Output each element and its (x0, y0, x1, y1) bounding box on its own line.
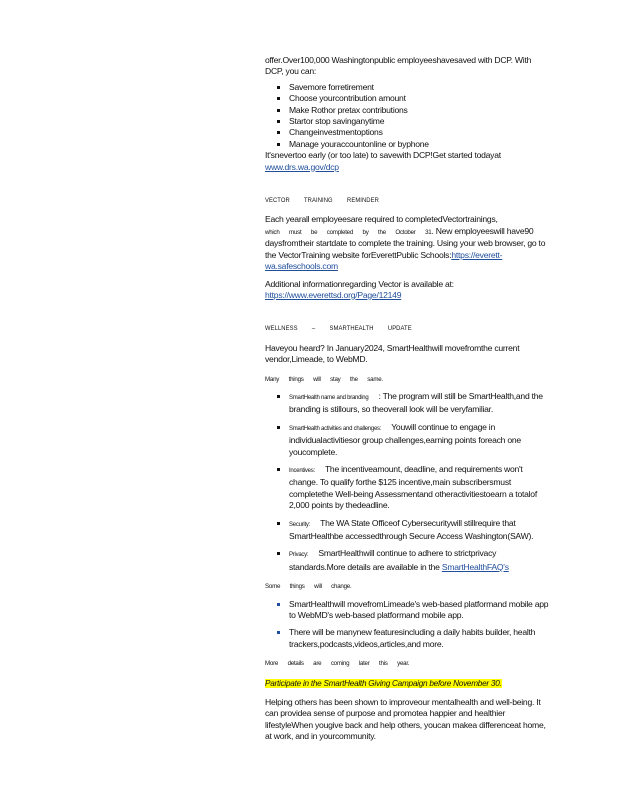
list-item: Manage youraccountonline or byphone (289, 139, 550, 150)
stay-same-list (265, 391, 550, 573)
item-text: SmartHealthwill continue to adhere to strictprivacy standards.More details are available in the (289, 548, 497, 572)
vector-body-prefix: Each yearall employeesare required to completedVectortrainings, (265, 214, 498, 225)
list-item: Startor stop savinganytime (289, 116, 550, 127)
list-item: There will be manynew featuresincluding a daily habits builder, health trackers,podcasts,videos,articles,and more. (289, 627, 550, 650)
vector-heading: VECTOR TRAINING REMINDER (265, 197, 379, 205)
list-item: SmartHealthwill movefromLimeade's web-based platformand mobile app to WebMD's web-based platformand mobile app. (289, 598, 549, 621)
item-text: The incentiveamount, deadline, and requirements won't change. To qualify forthe $125 incentive,main subscribersmust completethe Well-being Assessmentand otheractivitiestoearn a totalof 2,000 points by thedeadline. (289, 463, 537, 511)
campaign-callout (265, 678, 550, 689)
item-label: SmartHealth activities and challenges: (289, 425, 382, 432)
item-label: Incentives: (289, 467, 315, 474)
item-text: The WA State Officeof Cybersecuritywill stillrequire that SmartHealthbe accessedthrough Secure Access Washington(SAW). (289, 517, 534, 541)
list-item (289, 391, 550, 416)
dcp-link[interactable]: www.drs.wa.gov/dcp (265, 161, 339, 172)
more-details-label: More details are coming later this year. (265, 660, 410, 668)
item-text: Youwill continue to engage in individualactivitiesor group challenges,earning points foreach one youcomplete. (289, 421, 521, 457)
item-label: SmartHealth name and branding (289, 394, 369, 401)
list-item: Changeinvestmentoptions (289, 127, 550, 138)
list-item: Savemore forretirement (289, 82, 550, 93)
vector-info-link[interactable]: https://www.everettsd.org/Page/12149 (265, 289, 402, 300)
list-item: Make Rothor pretax contributions (289, 105, 550, 116)
item-label: Privacy: (289, 552, 309, 559)
list-item (289, 422, 550, 458)
vector-info-text: Additional informationregarding Vector is available at: (265, 278, 454, 289)
wellness-heading: WELLNESS – SMARTHEALTH UPDATE (265, 325, 412, 333)
dcp-benefits-list (265, 82, 550, 150)
vector-training-link[interactable]: https://everett-wa.safeschools.com (265, 249, 503, 272)
list-item (289, 518, 550, 543)
item-label: Security: (289, 521, 311, 528)
vector-deadline: which must be completed by the October 31 (265, 228, 432, 236)
smarthealth-faq-link[interactable]: SmartHealthFAQ's (441, 561, 509, 572)
wellness-closing: Helping others has been shown to improveour mentalhealth and well-being. It can providea sense of purpose and promotea happier and healthier lifestyleWhen yougive back and help others, youcan makea differenceat home, at work, and in yourcommunity. (265, 697, 546, 742)
list-item (289, 464, 550, 512)
stay-same-label: Many things will stay the same. (265, 375, 383, 383)
vector-body-rest: . New employeeswill have90 daysfromtheir startdate to complete the training. Using your web browser, go to the VectorTraining website forEverettPublic Schools: (265, 225, 546, 260)
dcp-intro: offer.Over100,000 Washingtonpublic employeeshavesaved with DCP. With DCP, you can: (265, 55, 532, 77)
document-page (265, 55, 550, 743)
will-change-list (265, 599, 550, 651)
will-change-label: Some things will change. (265, 583, 352, 591)
vector-body (265, 214, 550, 272)
campaign-highlight: Participate in the SmartHealth Giving Campaign before November 30. (265, 678, 502, 688)
dcp-closing (265, 150, 550, 173)
item-text: : The program will still be SmartHealth,and the branding is stillours, so theoverall look will be veryfamiliar. (289, 390, 543, 415)
vector-info (265, 279, 550, 302)
list-item (289, 548, 550, 573)
dcp-closing-text: It'snevertoo early (or too late) to savewith DCP!Get started todayat (265, 150, 501, 161)
wellness-intro: Haveyou heard? In January2024, SmartHealthwill movefromthe current vendor,Limeade, to WebMD. (265, 342, 520, 365)
list-item: Choose yourcontribution amount (289, 93, 550, 104)
